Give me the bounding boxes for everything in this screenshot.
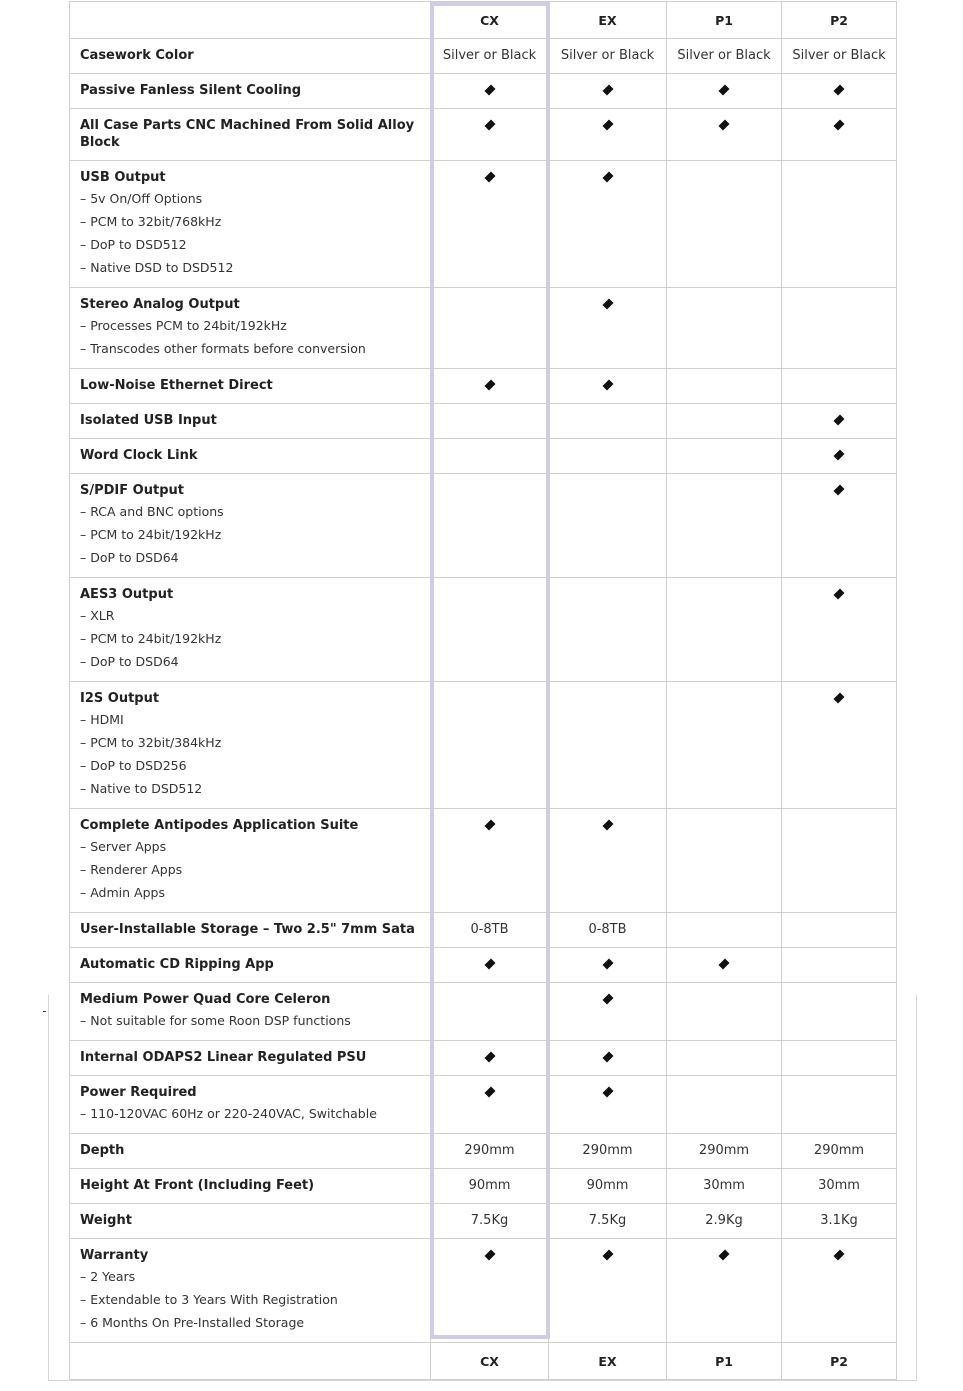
- value-text: 3.1Kg: [820, 1213, 858, 1228]
- feature-cell: [70, 809, 431, 913]
- feature-title: Warranty: [80, 1248, 149, 1263]
- diamond-icon: [833, 449, 844, 460]
- value-cell-p1: [667, 1169, 782, 1204]
- feature-detail: – XLR: [80, 608, 115, 623]
- feature-detail: – PCM to 24bit/192kHz: [80, 631, 222, 646]
- value-cell-cx: [431, 1134, 549, 1169]
- table-row: [70, 1134, 897, 1169]
- value-cell-cx: [431, 288, 549, 369]
- feature-detail: – Extendable to 3 Years With Registration: [80, 1292, 338, 1307]
- feature-title: AES3 Output: [80, 587, 174, 602]
- table-row: [70, 948, 897, 983]
- feature-title: Medium Power Quad Core Celeron: [80, 992, 331, 1007]
- value-cell-cx: [431, 404, 549, 439]
- header-cx: CX: [431, 2, 549, 39]
- footer-p2: P2: [782, 1343, 897, 1380]
- value-text: 90mm: [468, 1178, 511, 1193]
- value-cell-ex: [549, 682, 667, 809]
- diamond-icon: [602, 1086, 613, 1097]
- diamond-icon: [602, 958, 613, 969]
- feature-title: USB Output: [80, 170, 166, 185]
- value-cell-p2: [782, 948, 897, 983]
- feature-title: I2S Output: [80, 691, 160, 706]
- table-row: [70, 578, 897, 682]
- diamond-icon: [718, 84, 729, 95]
- diamond-icon: [833, 484, 844, 495]
- value-cell-p2: [782, 369, 897, 404]
- value-cell-cx: [431, 809, 549, 913]
- value-cell-cx: [431, 109, 549, 161]
- value-cell-p1: [667, 1076, 782, 1134]
- value-cell-ex: [549, 474, 667, 578]
- feature-title: Isolated USB Input: [80, 413, 217, 428]
- feature-detail: – Native DSD to DSD512: [80, 260, 234, 275]
- header-blank: [70, 2, 431, 39]
- value-cell-p2: [782, 1169, 897, 1204]
- feature-title: Weight: [80, 1213, 132, 1228]
- table-row: [70, 439, 897, 474]
- header-row: [70, 2, 897, 39]
- diamond-icon: [833, 692, 844, 703]
- value-cell-p2: [782, 983, 897, 1041]
- feature-cell: [70, 474, 431, 578]
- value-text: 2.9Kg: [705, 1213, 743, 1228]
- value-text: Silver or Black: [677, 48, 771, 63]
- value-cell-p1: [667, 1134, 782, 1169]
- diamond-icon: [602, 171, 613, 182]
- value-cell-p2: [782, 39, 897, 74]
- value-cell-ex: [549, 288, 667, 369]
- value-cell-p2: [782, 1041, 897, 1076]
- feature-title: Word Clock Link: [80, 448, 198, 463]
- feature-detail: – 110-120VAC 60Hz or 220-240VAC, Switchable: [80, 1106, 377, 1121]
- feature-detail: – Admin Apps: [80, 885, 165, 900]
- value-cell-cx: [431, 369, 549, 404]
- feature-title: Casework Color: [80, 48, 194, 63]
- feature-cell: [70, 439, 431, 474]
- value-cell-p2: [782, 1239, 897, 1343]
- value-text: 90mm: [586, 1178, 629, 1193]
- value-cell-ex: [549, 439, 667, 474]
- diamond-icon: [484, 379, 495, 390]
- feature-cell: [70, 913, 431, 948]
- value-text: 30mm: [818, 1178, 860, 1193]
- feature-title: Complete Antipodes Application Suite: [80, 818, 359, 833]
- value-cell-cx: [431, 682, 549, 809]
- diamond-icon: [833, 414, 844, 425]
- feature-title: Power Required: [80, 1085, 197, 1100]
- value-cell-p2: [782, 74, 897, 109]
- diamond-icon: [602, 1051, 613, 1062]
- feature-detail: – 2 Years: [80, 1269, 136, 1284]
- value-cell-p1: [667, 39, 782, 74]
- value-cell-p1: [667, 1041, 782, 1076]
- diamond-icon: [833, 119, 844, 130]
- value-cell-ex: [549, 913, 667, 948]
- table-row: [70, 1169, 897, 1204]
- feature-detail: – DoP to DSD64: [80, 550, 179, 565]
- value-cell-p1: [667, 369, 782, 404]
- feature-cell: [70, 1239, 431, 1343]
- value-cell-ex: [549, 1041, 667, 1076]
- feature-detail: – HDMI: [80, 712, 124, 727]
- footer-cx: CX: [431, 1343, 549, 1380]
- feature-title: Passive Fanless Silent Cooling: [80, 83, 302, 98]
- value-text: 0-8TB: [470, 922, 509, 937]
- feature-cell: [70, 109, 431, 161]
- feature-cell: [70, 1041, 431, 1076]
- value-text: 30mm: [703, 1178, 745, 1193]
- feature-cell: [70, 1076, 431, 1134]
- value-cell-ex: [549, 1204, 667, 1239]
- diamond-icon: [484, 1249, 495, 1260]
- value-cell-p2: [782, 404, 897, 439]
- value-cell-p1: [667, 1204, 782, 1239]
- comparison-table: [69, 1, 897, 1380]
- value-text: Silver or Black: [792, 48, 886, 63]
- diamond-icon: [718, 958, 729, 969]
- value-cell-p2: [782, 109, 897, 161]
- value-cell-p1: [667, 809, 782, 913]
- diamond-icon: [602, 1249, 613, 1260]
- feature-detail: – PCM to 32bit/384kHz: [80, 735, 222, 750]
- value-cell-ex: [549, 369, 667, 404]
- table-row: [70, 369, 897, 404]
- value-cell-ex: [549, 809, 667, 913]
- table-row: [70, 161, 897, 288]
- diamond-icon: [602, 298, 613, 309]
- feature-detail: – RCA and BNC options: [80, 504, 224, 519]
- feature-cell: [70, 1169, 431, 1204]
- table-row: [70, 1076, 897, 1134]
- value-cell-cx: [431, 913, 549, 948]
- diamond-icon: [484, 84, 495, 95]
- table-row: [70, 474, 897, 578]
- value-cell-p1: [667, 1239, 782, 1343]
- feature-cell: [70, 74, 431, 109]
- feature-detail: – Renderer Apps: [80, 862, 183, 877]
- feature-cell: [70, 682, 431, 809]
- value-cell-p2: [782, 161, 897, 288]
- value-cell-p1: [667, 161, 782, 288]
- value-cell-ex: [549, 1076, 667, 1134]
- table-row: [70, 1239, 897, 1343]
- value-cell-p1: [667, 288, 782, 369]
- footer-blank: [70, 1343, 431, 1380]
- feature-title: Low-Noise Ethernet Direct: [80, 378, 273, 393]
- header-p1: P1: [667, 2, 782, 39]
- feature-title: Automatic CD Ripping App: [80, 957, 274, 972]
- feature-title: Internal ODAPS2 Linear Regulated PSU: [80, 1050, 367, 1065]
- value-cell-p2: [782, 1134, 897, 1169]
- diamond-icon: [484, 1086, 495, 1097]
- feature-detail: – DoP to DSD64: [80, 654, 179, 669]
- value-cell-cx: [431, 74, 549, 109]
- table-row: [70, 983, 897, 1041]
- feature-title: Depth: [80, 1143, 125, 1158]
- value-cell-p1: [667, 109, 782, 161]
- value-cell-ex: [549, 578, 667, 682]
- diamond-icon: [718, 1249, 729, 1260]
- diamond-icon: [718, 119, 729, 130]
- feature-detail: – Processes PCM to 24bit/192kHz: [80, 318, 287, 333]
- value-cell-p2: [782, 578, 897, 682]
- value-cell-p1: [667, 74, 782, 109]
- value-cell-p2: [782, 474, 897, 578]
- feature-detail: – PCM to 24bit/192kHz: [80, 527, 222, 542]
- diamond-icon: [484, 1051, 495, 1062]
- table-row: [70, 404, 897, 439]
- value-cell-ex: [549, 109, 667, 161]
- table-row: [70, 288, 897, 369]
- feature-cell: [70, 1204, 431, 1239]
- value-text: Silver or Black: [442, 48, 537, 63]
- table-row: [70, 109, 897, 161]
- value-cell-ex: [549, 1239, 667, 1343]
- diamond-icon: [833, 84, 844, 95]
- value-cell-cx: [431, 161, 549, 288]
- value-cell-p2: [782, 809, 897, 913]
- table-row: [70, 682, 897, 809]
- value-text: 7.5Kg: [470, 1213, 509, 1228]
- table-row: [70, 1204, 897, 1239]
- value-cell-cx: [431, 578, 549, 682]
- value-cell-p1: [667, 404, 782, 439]
- value-cell-cx: [431, 1239, 549, 1343]
- table-row: [70, 913, 897, 948]
- feature-cell: [70, 983, 431, 1041]
- header-ex: EX: [549, 2, 667, 39]
- value-cell-cx: [431, 1169, 549, 1204]
- table-row: [70, 39, 897, 74]
- feature-cell: [70, 39, 431, 74]
- value-cell-cx: [431, 439, 549, 474]
- feature-detail: – 5v On/Off Options: [80, 191, 203, 206]
- diamond-icon: [484, 819, 495, 830]
- value-cell-cx: [431, 1076, 549, 1134]
- feature-detail: – DoP to DSD256: [80, 758, 187, 773]
- value-cell-p1: [667, 948, 782, 983]
- feature-detail: – PCM to 32bit/768kHz: [80, 214, 222, 229]
- feature-cell: [70, 404, 431, 439]
- feature-cell: [70, 1134, 431, 1169]
- stray-mark: [43, 1011, 46, 1012]
- value-cell-cx: [431, 39, 549, 74]
- value-cell-cx: [431, 1041, 549, 1076]
- feature-detail: – Transcodes other formats before conversion: [80, 341, 366, 356]
- feature-title: S/PDIF Output: [80, 483, 184, 498]
- value-cell-ex: [549, 983, 667, 1041]
- value-text: 290mm: [464, 1143, 515, 1158]
- table-body: [70, 39, 897, 1343]
- footer-row: [70, 1343, 897, 1380]
- value-cell-ex: [549, 948, 667, 983]
- value-cell-ex: [549, 161, 667, 288]
- feature-title: Stereo Analog Output: [80, 297, 240, 312]
- value-cell-p2: [782, 439, 897, 474]
- feature-detail: – DoP to DSD512: [80, 237, 187, 252]
- diamond-icon: [602, 379, 613, 390]
- table-row: [70, 1041, 897, 1076]
- header-p2: P2: [782, 2, 897, 39]
- value-cell-p2: [782, 1076, 897, 1134]
- value-cell-ex: [549, 39, 667, 74]
- value-cell-cx: [431, 474, 549, 578]
- feature-cell: [70, 948, 431, 983]
- feature-title: User-Installable Storage – Two 2.5" 7mm Sata: [80, 922, 415, 937]
- diamond-icon: [484, 958, 495, 969]
- feature-detail: – 6 Months On Pre-Installed Storage: [80, 1315, 305, 1330]
- value-text: 290mm: [582, 1143, 633, 1158]
- value-text: 0-8TB: [588, 922, 627, 937]
- value-cell-cx: [431, 983, 549, 1041]
- diamond-icon: [602, 119, 613, 130]
- value-cell-p2: [782, 288, 897, 369]
- table-row: [70, 74, 897, 109]
- diamond-icon: [484, 171, 495, 182]
- footer-ex: EX: [549, 1343, 667, 1380]
- value-cell-ex: [549, 404, 667, 439]
- value-text: Silver or Black: [560, 48, 655, 63]
- feature-detail: – Native to DSD512: [80, 781, 203, 796]
- value-cell-p1: [667, 474, 782, 578]
- feature-detail: – Server Apps: [80, 839, 167, 854]
- diamond-icon: [484, 119, 495, 130]
- value-cell-p2: [782, 913, 897, 948]
- value-text: 290mm: [813, 1143, 865, 1158]
- feature-detail: – Not suitable for some Roon DSP functions: [80, 1013, 351, 1028]
- feature-title: All Case Parts CNC Machined From Solid Alloy Block: [80, 118, 415, 150]
- feature-cell: [70, 578, 431, 682]
- value-cell-ex: [549, 1134, 667, 1169]
- value-cell-p1: [667, 983, 782, 1041]
- feature-title: Height At Front (Including Feet): [80, 1178, 315, 1193]
- value-cell-cx: [431, 1204, 549, 1239]
- value-cell-p1: [667, 439, 782, 474]
- diamond-icon: [833, 588, 844, 599]
- feature-cell: [70, 161, 431, 288]
- value-cell-p1: [667, 913, 782, 948]
- diamond-icon: [602, 993, 613, 1004]
- diamond-icon: [602, 819, 613, 830]
- diamond-icon: [602, 84, 613, 95]
- value-text: 7.5Kg: [588, 1213, 627, 1228]
- value-cell-ex: [549, 74, 667, 109]
- footer-p1: P1: [667, 1343, 782, 1380]
- value-cell-p2: [782, 682, 897, 809]
- value-cell-p2: [782, 1204, 897, 1239]
- diamond-icon: [833, 1249, 844, 1260]
- value-cell-cx: [431, 948, 549, 983]
- value-cell-p1: [667, 682, 782, 809]
- feature-cell: [70, 369, 431, 404]
- value-cell-ex: [549, 1169, 667, 1204]
- value-cell-p1: [667, 578, 782, 682]
- table-row: [70, 809, 897, 913]
- value-text: 290mm: [698, 1143, 750, 1158]
- feature-cell: [70, 288, 431, 369]
